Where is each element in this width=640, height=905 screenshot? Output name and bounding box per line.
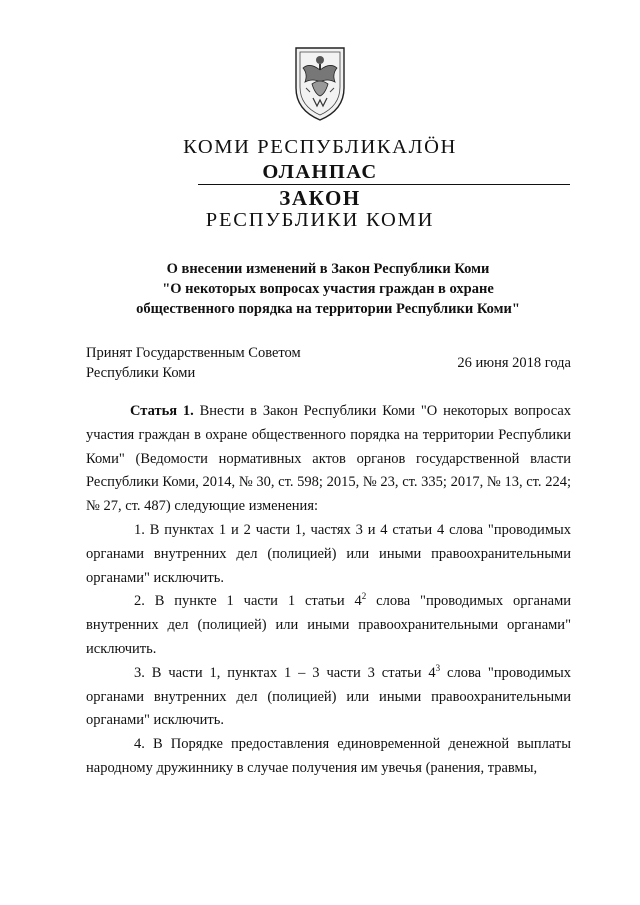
law-title-line: общественного порядка на территории Республики Коми" — [136, 301, 520, 317]
article-text: Внести в Закон Республики Коми "О некоторых вопросах участия граждан в охране общественного порядка на территории Республики Коми" (Ведомости нормативных актов органов государственной власти Республики Коми, 2014, № 30, ст. 598; 2015, № 23, ст. 335; 2017, № 13, ст. 224; № 27, ст. 487) следующие изменения: — [86, 403, 572, 515]
adoption-line: Принят Государственным Советом — [86, 345, 301, 361]
adoption-date: 26 июня 2018 года — [457, 355, 571, 371]
item-text: слова "проводимых органами внутренних дел (полицией) или иными правоохранительными органами" исключить. — [86, 664, 571, 729]
amendment-item-1: 1. В пунктах 1 и 2 части 1, частях 3 и 4 статьи 4 слова "проводимых органами внутренних дел (полицией) или иными правоохранительными органами" исключить. — [86, 521, 571, 586]
law-title — [88, 259, 568, 319]
amendment-item-3 — [86, 662, 571, 733]
article-1-paragraph — [86, 400, 571, 519]
olanpas-heading: ОЛАНПАС — [262, 161, 378, 183]
item-text: 2. В пункте 1 части 1 статьи 4 — [134, 593, 362, 610]
article-label: Статья 1. — [130, 403, 194, 419]
adoption-body — [86, 343, 301, 383]
article-superscript: 3 — [435, 662, 441, 673]
amendment-item-2 — [86, 590, 571, 661]
law-title-line: "О некоторых вопросах участия граждан в охране — [162, 281, 494, 297]
law-title-line: О внесении изменений в Закон Республики Коми — [166, 261, 490, 277]
law-body — [86, 400, 571, 781]
coat-of-arms-icon — [292, 44, 348, 122]
header-divider — [198, 184, 570, 185]
article-superscript: 2 — [361, 591, 367, 602]
komi-language-heading: КОМИ РЕСПУБЛИКАЛӦН — [183, 136, 457, 158]
adoption-line: Республики Коми — [86, 365, 196, 381]
republic-heading: РЕСПУБЛИКИ КОМИ — [205, 209, 435, 231]
amendment-item-4: 4. В Порядке предоставления единовременной денежной выплаты народному дружиннику в случае получения им увечья (ранения, травмы, — [86, 736, 571, 776]
law-heading: ЗАКОН — [279, 186, 361, 210]
item-text: 3. В части 1, пунктах 1 – 3 части 3 статьи 4 — [134, 664, 436, 681]
item-text: слова "проводимых органами внутренних дел (полицией) или иными правоохранительными органами" исключить. — [86, 593, 572, 657]
